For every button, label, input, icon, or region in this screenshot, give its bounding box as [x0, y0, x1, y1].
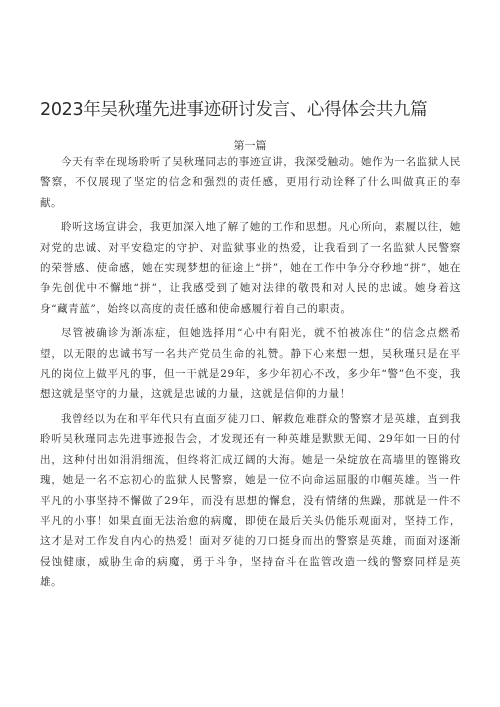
document-body — [40, 152, 461, 597]
paragraph: 今天有幸在现场聆听了吴秋瑾同志的事迹宣讲，我深受触动。她作为一名监狱人民警察，不仅展现了坚定的信念和强烈的责任感，更用行动诠释了什么叫做真正的奉献。 — [40, 156, 461, 209]
section-heading: 第一篇 — [233, 139, 267, 152]
paragraph: 我曾经以为在和平年代只有直面歹徒刀口、解救危难群众的警察才是英雄，直到我聆听吴秋瑾同志先进事迹报告会，才发现还有一种英雄是默默无闻、29年如一日的付出，这种付出如涓涓细流，但终将汇成辽阔的大海。她是一朵绽放在高墙里的铿锵玫瑰，她是一名不忘初心的监狱人民警察，她是一位不向命运屈服的巾帼英雄。当一件平凡的小事坚持不懈做了29年，而没有思想的懈怠，没有情绪的焦躁，那就是一件不平凡的小事！如果直面无法治愈的病魔，即使在最后关头仍能乐观面对，坚持工作，这才是对工作发自内心的热爱！面对歹徒的刀口挺身而出的警察是英雄，而面对逐渐侵蚀健康，威胁生命的病魔，勇于斗争，坚持奋斗在监管改造一线的警察同样是英雄。 — [40, 412, 461, 589]
paragraph: 尽管被确诊为渐冻症，但她选择用“心中有阳光，就不怕被冻住”的信念点燃希望，以无限的忠诚书写一名共产党员生命的礼赞。静下心来想一想，吴秋瑾只是在平凡的岗位上做平凡的事，但一干就是29年，多少年初心不改，多少年“警”色不变，我想这就是坚守的力量，这就是忠诚的力量，这就是信仰的力量！ — [40, 327, 461, 401]
paragraph: 聆听这场宣讲会，我更加深入地了解了她的工作和思想。凡心所向，素履以往，她对党的忠诚、对平安稳定的守护、对监狱事业的热爱，让我看到了一名监狱人民警察的荣誉感、使命感，她在实现梦想的征途上“拼”，她在工作中争分夺秒地“拼”，她在争先创优中不懈地“拼”，让我感受到了她对法律的敬畏和对人民的忠诚。她身着这身“藏青蓝”，始终以高度的责任感和使命感履行着自己的职责。 — [40, 221, 461, 315]
document-title: 2023年吴秋瑾先进事迹研讨发言、心得体会共九篇 — [40, 100, 428, 120]
